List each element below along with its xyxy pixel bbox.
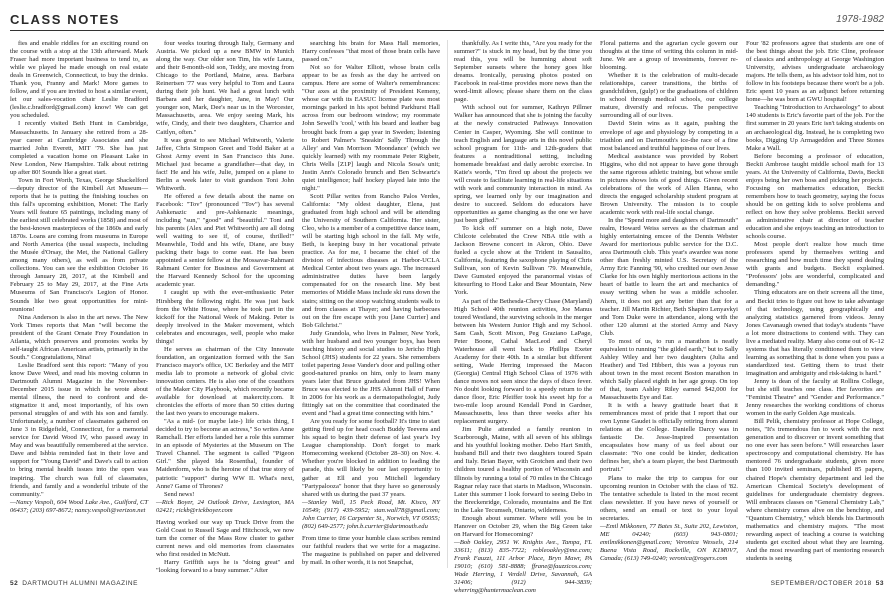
class-note-paragraph: As part of the Bethesda-Chevy Chase (Maryland) High School 40th reunion activities, Joe Manus toured Westland, the surviving schools in the merger between his Western Junior High and my School. Sam Cash, Scott Mixon, Peg Graziano LaPage, Peter Boone, Cathal MacLeod and Cheryl Waterhouse all went back to Phillips Exeter Academy for their 40th. In a similar but different setting, Wade Herring impressed the Macon (Georgia) Central High School Class of 1976 with dance moves not seen since the days of disco fever. No doubt looking forward to a speedy return to the dance floor, Eric Pfeiffer took his sweet hip for a two-mile loop around Kendall Pond in Gardner, Massachusetts, less than three weeks after his replacement surgery.	[454, 297, 592, 426]
class-note-paragraph: In the "Spend more and daughters of Dartmouth" realm, Howard Weiss serves as the chairman and highly entertaining emcee of the Dennis Webster Award for meritorious public service for the D.C. area Dartmouth club. This year's awardee was none other than freshly minted U.S. Secretary of the Army Eric Fanning '90, who credited our own Jesse Clarke for his own highly meritorious actions in the heart of battle to learn the art and mechanics of essay writing when he was a middle schooler. Ahem, it does not get any better than that for a teacher. Jill Martin Richter, Beth Shapiro Lenyavkyi and Tom Duke were in attendance, along with the other 120 alumni at the storied Army and Navy Club.	[600, 217, 738, 337]
folio-left	[10, 580, 138, 587]
column-3	[302, 40, 440, 568]
class-note-paragraph: I recently visited Beth Hunt in Cambridge, Massachusetts. In January she retired from a 28-year career at Cambridge Associates and she married John Everett, MIT '79. She has just completed a vacation home on Pleasant Lake in New London, New Hampshire. Talk about retiring up after 80! Sounds like a great start.	[10, 120, 148, 176]
class-note-paragraph: Having worked our way up Truck Drive from the Gold Coast to Russell Sage and Hitchcock, we now turn the corner of the Mass Row cluster to gather current news and old memories from classmates who first resided in McNutt.	[156, 518, 294, 558]
class-note-paragraph: Leslie Bradford sent this report: "Many of you know Dave Weed, and read his moving column in Dartmouth Alumni Magazine in the November-December 2015 issue in which he wrote about mental illness, the need to confront and de-stigmatize it and, most importantly, of his own personal struggles of and with his son and family. Unfortunately, a number of classmates gathered on June 3 in Ridgefield, Connecticut, for a memorial service for David Wood IV, who passed away in May and was beautifully remembered at the service. Dave and Ishbia reminded fast in their love and support for "Young David" and Dave's call to action to bring mental health issues into the open was inspiring. The church was full of classmates, friends, and family and a wonderful tribute of the community."	[10, 361, 148, 498]
issue-date: SEPTEMBER/OCTOBER 2018	[770, 580, 872, 587]
class-note-paragraph: Scott Pillar writes from Rancho Palos Verdes, California: "My oldest daughter, Elena, just graduated from high school and will be attending the University of Southern California. Her sister, Cleo, who is a member of a competitive dance team, will be starting high school in the fall. My wife, Beth, is keeping busy in her vocational private practice. As for me, I became the chief of the division of infectious diseases at Harbor-UCLA Medical Center about two years ago. The increased administrative duties have been largely compensated for on the research line. My best memories of Middle Mass include ski runs down the stairs; sitting on the stoop watching students walk to and from classes at Thayer; and having barbecues out on the fire escape with you [Jane Currier] and Bob Gilchrist."	[302, 192, 440, 329]
class-note-paragraph: Medical assistance was provided by Robert Higgins, who did not appear to have gone through the same rigorous athletic training, but whose smile in pictures shows lots of good things. Given recent celebrations of the work of Allen Hanna, who directs the engaged scholarship student program at Brown University. The mission is to couple academic work with real-life social change.	[600, 152, 738, 216]
column-6	[746, 40, 884, 568]
class-note-paragraph: Plans to make the trip to campus for our upcoming reunion in October with the class of '82. The tentative schedule is listed in the most recent class newsletter. If you have news of yourself or others, send an email or text to your loyal secretaries.	[600, 474, 738, 522]
class-note-paragraph: fies and enable riddles for an exciting round on the course with a stop at the 13th afterward. Mark Fraser had more important business to tend to, as while we played he made enough on real estate deals in Greenwich, Connecticut, to buy the drinks. Thank you, Franny and Mark! More games to follow, and if you are invited to host a similar event, let our sales-vocation chair Leslie Bradford (leslie.c.bradford@gmail.com) know! We can get you scheduled.	[10, 40, 148, 120]
class-note-paragraph: Town in Fort Worth, Texas, George Shackelford—deputy director of the Kimbell Art Museum—reports that he is putting the finishing touches on this fall's upcoming exhibition, Monet: The Early Years will feature 65 paintings, including many of the earliest still celebrated works (1858) and most of the best-known masterpieces of the 1860s and early 1870s. Loans are coming from museums in Europe and North America (the usual suspects, including the Musée d'Orsay, the Met, the National Gallery among many others), as well as from private collections. You can see the exhibition October 16 through January 28, 2017, at the Kimbell and February 25 to May 29, 2017, at the Fine Arts Museums of San Francisco's Legion of Honor. Sounds like two great opportunities for mini-reunions!	[10, 176, 148, 313]
class-note-paragraph: —Emil Mikkonen, 77 Bates St., Suite 202, Lewiston, ME 04240; (603) 943-0801; emilmikkonen@gmail.com; Veronica Wessels, 214 Buena Vista Road, Rockville, ON K1M0V7, Canada; (613) 749-0240; veronica@rogers.com	[600, 522, 738, 562]
class-note-paragraph: Jim Pulie attended a family reunion in Scarborough, Maine, with all seven of his siblings and his youthful looking mother. Debo Hart Smith, husband Bill and their two daughters toured Spain and Italy. Brian Bayer, with Grotchen and their two children toured a healthy portion of Wisconsin and Illinois by running a total of 70 miles in the Chicago Ragnar relay race that starts in Madison, Wisconsin. Later this summer I look forward to seeing Debo in the Breckenridge, Colorado, mountains and Be Ent in the Lake Tecumseh, Ontario, wilderness.	[454, 426, 592, 514]
class-note-paragraph: Are you ready for some football? It's time to start getting fired up for head coach Buddy Teevens and his squad to begin their defense of last year's Ivy League championship. Don't forget to mark Homecoming weekend (October 28–30) on Nov. 4. Whether you're blocked in addition to leading the parade, this will likely be our last opportunity to gather at Ell and you Mitchell legendary "Partypalooza" honor that they have so generously shared with us during the past 37 years.	[302, 418, 440, 498]
class-note-paragraph: From time to time your humble class scribes remind our faithful readers that we write for a magazine. The magazine is published on paper and delivered by mail. In other words, it is not Snapchat,	[302, 534, 440, 566]
class-note-paragraph: Nina Anderson is also in the art news. The New York Times reports that Man "will become the president of the Grant Ornate Frey Foundation in Atlanta, which preserves and promotes works by self-taught African American artists, primarily in the South." Congratulations, Nina!	[10, 313, 148, 361]
class-note-paragraph: thankfully. As I write this, "Are you ready for the summer?" is stuck in my head, but by the time you read this, you will be humming about soft September sunsets where the honey goes like dreams. Ironically, perusing photos posted on Facebook in real-time provides more news than the word-limit allows; please share them on the class page.	[454, 40, 592, 104]
class-note-paragraph: Bill Pelik, chemistry professor at Hope College, notes, "It's tremendous fun to work with the next generation and to discover or invent something that no one ever has seen before." Will researches laser spectroscopy and computational chemistry. He has mentored 76 undergraduate students, given more than 100 invited seminars, published 85 papers, chaired Hope's chemistry department and led the American Chemical Society's development of guidelines for undergraduate chemistry degrees. Will embraces classes on "General Chemistry Lab," where chemistry comes alive on the benchtop, and "Quantum Chemistry," which blends his Dartmouth mathematics and chemistry majors. "The most rewarding aspect of teaching a course is watching students get excited about what they are learning. And the most rewarding part of mentoring research students is seeing	[746, 418, 884, 562]
publication-name: DARTMOUTH ALUMNI MAGAZINE	[22, 580, 138, 587]
class-note-paragraph: four weeks touring through Italy, Germany and Austria. We picked up a new BMW in Munich along the way. Our older son Tim, his wife Laura, and their 8-month-old son, Teddy, are moving from Chicago to the Portland, Maine, area. Barbara Reinertsen '77 was very helpful to Tom and Laura during their job hunt. We had a great lunch with Barbara and her daughter, Jane, in May! Our younger son, Mark, Dee's near us in the Worcester, Massachusetts, area. We enjoy seeing Mark, his wife, Cindy, and their two daughters, Charrice and Caitlyn, often."	[156, 40, 294, 136]
class-note-paragraph: Four '82 professors agree that students are one of the best things about the job. Eric Cline, professor of classics and anthropology at George Washington University, advises undergraduate archaeology majors. He tells them, as his advisor told him, not to follow in his footsteps because there won't be a job. Eric spent 10 years as an adjunct before returning home—he was born at GWU hospital!	[746, 40, 884, 104]
class-note-paragraph: —Nancy Vespoli, 604 Wood Lake Ave., Guilford, CT 06437; (203) 697-8672; nancy.vespoli@verizon.net	[10, 498, 148, 514]
class-note-paragraph: David Stein wins as it again, pushing the envelope of age and physiology by competing in a triathlon and on Dartmouth's ice-the race of a fine most balanced and truthful happiness of our lives.	[600, 120, 738, 152]
class-note-paragraph: "As a mid- (or maybe late-) life crisis thing, I decided to try to become an actress," So writes Anne Ramchall. Her efforts landed her a role this summer in an episode of Mysteries at the Museum on The Travel Channel. The segment is called "Pigeon Girl." She played Ida Rosenthal, founder of Maidenform, who is the heroine of that true story of patriotic "support" during WW II. What's next, Anne? Game of Thrones?	[156, 418, 294, 490]
page-footer	[10, 578, 884, 592]
class-note-paragraph: Whether it is the celebration of multi-decade relationships, career transitions, the births of grandchildren, (gulp!) or the graduations of children in school through medical schools, our college mature, diversify and refocus. The perspective surrounding all of our lives.	[600, 72, 738, 120]
class-note-paragraph: I caught up with the ever-enthusiastic Peter Hirshberg the following night. He was just back from the White House, where he took part in the kickoff for the National Week of Making. Peter is deeply involved in the Maker movement, which celebrates and encourages, well, people who make things!	[156, 289, 294, 345]
section-title: CLASS NOTES	[10, 12, 121, 27]
class-note-paragraph: —Stanley Wall, 15 Peck Road, Mt. Kisco, NY 10549; (917) 439-5952; stan.wall78@gmail.com; John Currier, 16 Carpenter St., Norwich, VT 05055; (802) 649-2577; john.b.currier@dartmouth.edu	[302, 498, 440, 530]
class-note-paragraph: He serves as chairman of the City Innovate foundation, an organization formed with the San Francisco mayor's office, UC Berkeley and the MIT media lab to promote a network of global civic innovation centers. He is also one of the coauthors of the Maker City Playbook, which recently became available for download at makercity.com. It chronicles the efforts of more than 50 cities during the last two years to encourage makers.	[156, 345, 294, 418]
page-number-left: 52	[10, 580, 19, 587]
class-note-paragraph: Enough about summer. Where will you be in Hanover on October 29, when the Big Green take on Harvard for Homecoming?	[454, 514, 592, 538]
page-number-right: 53	[875, 580, 884, 587]
header-rule	[10, 30, 884, 31]
class-note-paragraph: It was great to see Michael Whitworth, Valerie Jaffee, Chris Simpson Greet and Todd Baker at a Ghost Army event in San Francisco this June. Michael just became a grandfather—that day, in fact! He and his wife, Julie, jumped on a plane to Berlin a week later to visit grandson Toni John Whitworth.	[156, 136, 294, 192]
class-note-paragraph: Teaching "Introduction to Archaeology" to about 140 students is Eric's favorite part of the job. For the first summer in 20 years Eric isn't taking students on an archaeological dig. Instead, he is completing two books, Digging Up Armageddon and Three Stones Make a Wall.	[746, 104, 884, 152]
class-note-paragraph: Judy Grandola, who lives in Palmer, New York, with her husband and two younger boys, has been teaching history and social studies to Jericho High School (JHS) students for 22 years. She remembers toilet papering Jesse Vander's door and pulling other good-natured pranks on him, only to learn many years later that Bruce graduated from JHS! When Bruce was elected to the JHS Alumni Hall of Fame in 2006 for his work as a dermatopathologist, Judy fittingly sat on the committee that coordinated the event and "had a great time connecting with him."	[302, 329, 440, 418]
class-note-paragraph: Jenny is dean of the faculty at Rollins College, but she still teaches one class. Her favorites are "Feminist Theatre" and "Gender and Performance." Jenny researches the working conditions of chorus women in the early Golden Age musicals.	[746, 377, 884, 418]
page-gutter	[447, 40, 448, 568]
column-2	[156, 40, 294, 575]
class-note-paragraph: To kick off summer on a high note, Dave Chilcote celebrated the Crew NBA title with a Jackson Browne concert in Akron, Ohio. Dave fueled a cycle show at the Trident in Sausalito, California, featuring the saxophone playing of Chris Sullivan, son of Kevin Sullivan '79. Meanwhile, Dave Gumsted enjoyed the paranormal vistas of kitesurfing to Hood Lake and Bear Mountain, New York.	[454, 225, 592, 297]
class-note-paragraph: —Bob Oakley, 2951 W. Knights Ave., Tampa, FL 33611; (813) 835-7722; robleoakley@me.com; Frank Fauzzi, 111 Arbor Place, Bryn Mawr, PA 19010; (610) 581-8888; ffrane@fauzzicos.com; Wade Herring, 1 Verdell Drive, Savannah, GA 31406; (912) 944-3839; wherring@huntermaclean.com	[454, 538, 592, 595]
folio-right	[771, 580, 884, 587]
class-note-paragraph: Send news!	[164, 490, 195, 498]
class-note-paragraph: To most of us, to run a marathon is neatly equivalent to running "the gilded earth," but to Sally Ashley Wiley and her two daughters (Julia and Heather) and Ted Hibbert, this was a joyous run about town in the most recent Boston marathon in which Sally placed eighth in her age group. On top of that, team Ashley Riley earned $42,000 for Massachusetts Eye and Ear.	[600, 337, 738, 402]
page-header	[10, 6, 884, 32]
class-note-paragraph: —Rick Boyer, 24 Outlook Drive, Lexington, MA 02421; rickb@rickboyer.com	[156, 498, 294, 514]
class-note-paragraph: Thing educators are on their screens all the time, and Beckii tries to figure out how to take advantage of that technology, using geographically and analyzing statistics garnered from videos. Jenny Jones Cavanaugh owned that today's students "have a lot more distractions to contend with. They can live a mediated reality. Many also come out of K–12 systems that has literally conditioned them to view learning as something that is done when you pass a standardized test. Getting them to trust their imagination and ambiguity and risk-taking is hard."	[746, 289, 884, 377]
class-note-paragraph: It is with a heavy gratitude heart that it remembrances most of pride that I report that our own Lynne Gaudet is officially retiring from alumni relations at the College. Danielle Darcy was in fantastic De. Jesse-Inspired presentation encapsulates how many of us feel about our classmate: "No one could be kinder, dedication defines her, she's a team player, the best Dartmouth portrait."	[600, 402, 738, 474]
class-note-paragraph: Before becoming a professor of education, Beckii Ambrose taught middle school math for 13 years. At the University of California, Davis, Beckii enjoys being her own boss and picking her projects. Focusing on mathematics education, Beckii remembers how to teach geometry, saying the focus should be on getting kids to solve problems and reflect on how they solve problems. Beckii served as administrative chair at director of teacher education and she enjoys teaching an introduction to schools course.	[746, 152, 884, 241]
class-note-paragraph: He offered a few details about the name on Facebook: "Tov" (pronounced "Tov") has several Ashkenazic and pre-Ashkenazic meanings, including "sun," "good" and "beautiful." Toni and his parents (Alex and Piet Whitworth) are all doing well waiting to see if, of course, thrilled!" Meanwhile, Todd and his wife, Diane, are busy packing their bags to come east. He has been appointed a senior fellow at the Mossavar-Rahmani Rahmani Center for Business and Government at the Harvard Kennedy School for the upcoming academic year.	[156, 192, 294, 289]
class-note-paragraph: Floral patterns and the agrarian cycle govern our thoughts at the time of writing this column in mid-June. We are a group of investments, forever re-blooming.	[600, 40, 738, 72]
column-4	[454, 40, 592, 595]
column-5	[600, 40, 738, 568]
class-note-paragraph: searching his brain for Mass Hall memories, Harry confesses "that most of those brain cells have passed on."	[302, 40, 440, 64]
class-note-paragraph: Not so for Walter Elliott, whose brain cells appear to be as fresh as the day he arrived on campus. Here are some of Walter's remembrances: "Our axes at the proximity of President Kemeny, whose car with its EASUC license plate was most mornings parked in his spot behind Parkhurst Hall across from our bedroom window; my roommate John Sewell's 'cool,' with his beard and leather bag brought back from a gap year in Sweden; listening to Robert Palmer's 'Sneakin' Sally Through the Alley' and Van Morrison 'Moondance' (which we quickly learned) with my roommate Peter Rigbeir, Chris Wells [Z1P] laugh and Nicola Sosa's unit; Justin Ann's Colorado brunch and Ben Schwartz's quiet intelligence; half hockey played late into the night."	[302, 64, 440, 192]
class-note-paragraph: With school out for summer, Kathryn Pillmer Walker has announced that she is joining the faculty at the newly constructed Pathways Innovation Center in Casper, Wyoming. She will continue to teach English and language arts in this novel public school program for 11th- and 12th-graders that features a nontraditional setting, including homemade breakfast and daily aerobic exercise. In Katie's words, "I'm fired up about the projects we will create to facilitate learning in real-life situations with work and community interaction in mind. As spring, we learned only by our imagination and desire to succeed. Seldom do educators have opportunities as game changing as the one we have just been gifted."	[454, 104, 592, 225]
class-years-range: 1978-1982	[836, 14, 884, 25]
class-note-paragraph: Harry Griffith says he is "doing great" and "looking forward to a busy summer." After	[156, 559, 294, 575]
column-1	[10, 40, 148, 568]
class-note-paragraph: Most people don't realize how much time professors spend by themselves writing and researching and how much time they spend dealing with grants and budgets. Beckii explained. "Professors' jobs are wonderful, complicated and demanding."	[746, 241, 884, 289]
